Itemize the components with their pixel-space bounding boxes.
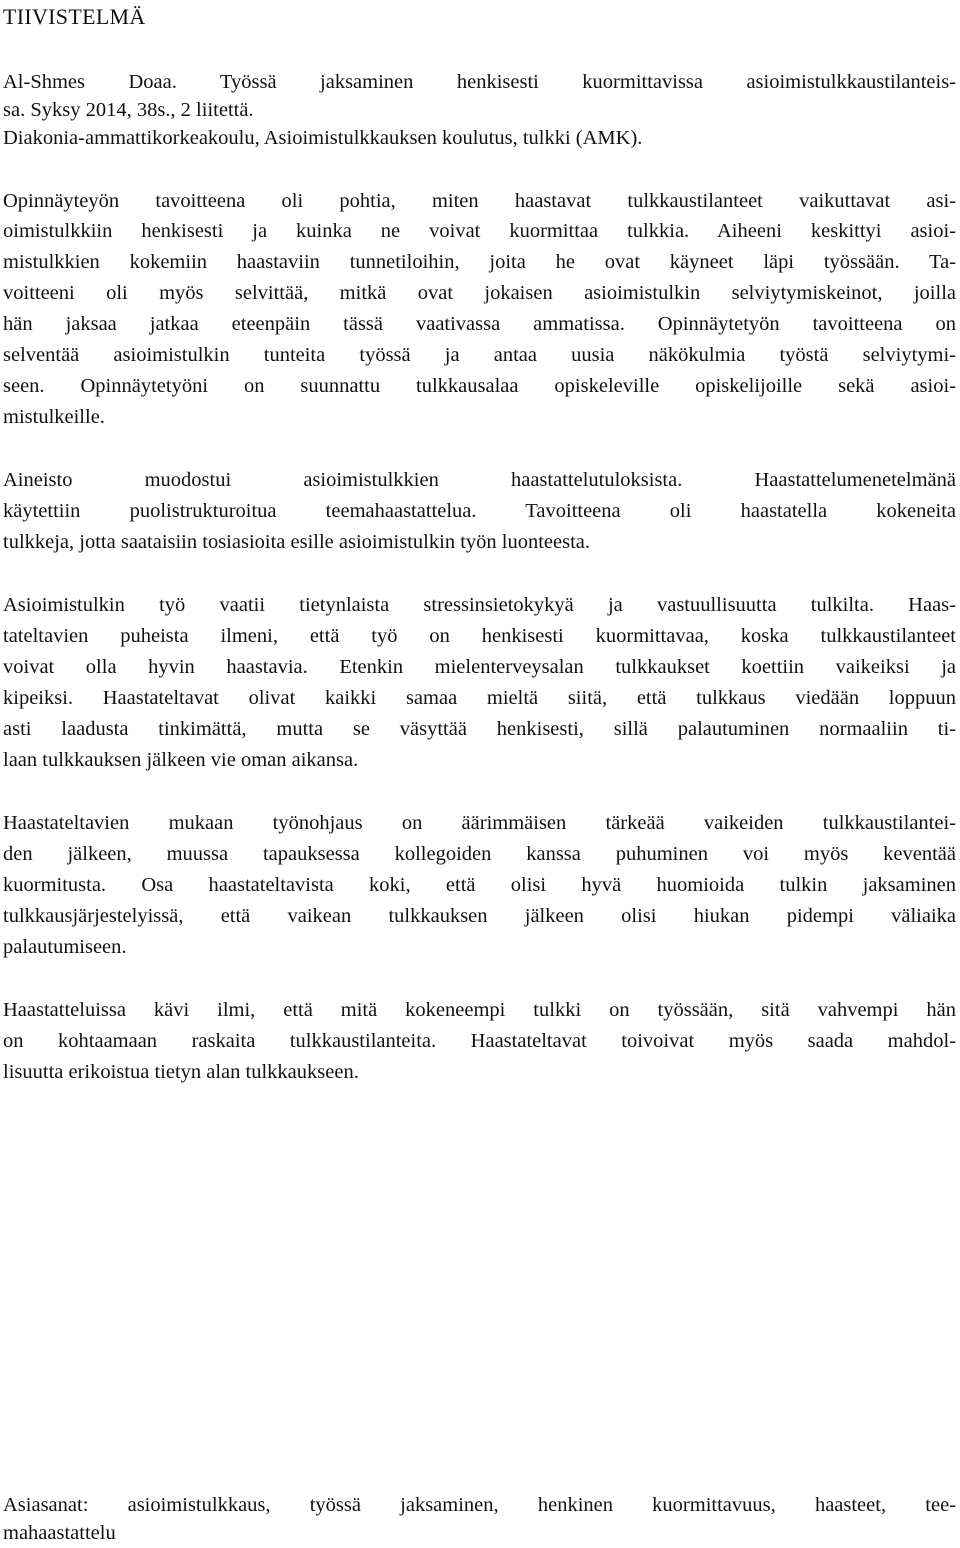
paragraph-line: Aineisto muodostui asioimistulkkien haastattelutuloksista. Haastattelumenetelmänä bbox=[3, 469, 956, 491]
paragraph-line: den jälkeen, muussa tapauksessa kollegoiden kanssa puhuminen voi myös keventää bbox=[3, 843, 956, 865]
paragraph-line: kuormitusta. Osa haastateltavista koki, että olisi hyvä huomioida tulkin jaksaminen bbox=[3, 874, 956, 896]
paragraph-line: tulkkeja, jotta saataisiin tosiasioita esille asioimistulkin työn luonteesta. bbox=[3, 531, 591, 553]
paragraph-line: tateltavien puheista ilmeni, että työ on henkisesti kuormittavaa, koska tulkkaustilanteet bbox=[3, 625, 956, 647]
paragraph-line: selventää asioimistulkin tunteita työssä ja antaa uusia näkökulmia työstä selviytymi- bbox=[3, 344, 956, 366]
paragraph-line: Opinnäyteyön tavoitteena oli pohtia, miten haastavat tulkkaustilanteet vaikuttavat asi- bbox=[3, 190, 956, 212]
meta-line: Al-Shmes Doaa. Työssä jaksaminen henkisesti kuormittavissa asioimistulkkaustilanteis- bbox=[3, 71, 956, 93]
keywords-line: mahaastattelu bbox=[3, 1522, 116, 1544]
paragraph-line: hän jaksaa jatkaa eteenpäin tässä vaativassa ammatissa. Opinnäytetyön tavoitteena on bbox=[3, 313, 956, 335]
paragraph-line: seen. Opinnäytetyöni on suunnattu tulkkausalaa opiskeleville opiskelijoille sekä asioi- bbox=[3, 375, 956, 397]
paragraph-line: on kohtaamaan raskaita tulkkaustilanteita. Haastateltavat toivoivat myös saada mahdol- bbox=[3, 1030, 956, 1052]
paragraph-line: Haastateltavien mukaan työnohjaus on äärimmäisen tärkeää vaikeiden tulkkaustilantei- bbox=[3, 812, 956, 834]
paragraph-line: laan tulkkauksen jälkeen vie oman aikansa. bbox=[3, 749, 359, 771]
keywords-line: Asiasanat: asioimistulkkaus, työssä jaksaminen, henkinen kuormittavuus, haasteet, tee- bbox=[3, 1494, 956, 1516]
meta-line: Diakonia-ammattikorkeakoulu, Asioimistulkkauksen koulutus, tulkki (AMK). bbox=[3, 127, 643, 149]
paragraph-line: oimistulkkiin henkisesti ja kuinka ne voivat kuormittaa tulkkia. Aiheeni keskittyi asioi- bbox=[3, 220, 956, 242]
paragraph-line: lisuutta erikoistua tietyn alan tulkkaukseen. bbox=[3, 1061, 359, 1083]
paragraph-line: mistulkkien kokemiin haastaviin tunnetiloihin, joita he ovat käyneet läpi työssään. Ta- bbox=[3, 251, 956, 273]
paragraph-line: mistulkeille. bbox=[3, 406, 105, 428]
abstract-heading: TIIVISTELMÄ bbox=[3, 4, 146, 29]
paragraph-line: voitteeni oli myös selvittää, mitkä ovat jokaisen asioimistulkin selviytymiskeinot, joilla bbox=[3, 282, 956, 304]
paragraph-line: tulkkausjärjestelyissä, että vaikean tulkkauksen jälkeen olisi hiukan pidempi väliaika bbox=[3, 905, 956, 927]
meta-line: sa. Syksy 2014, 38s., 2 liitettä. bbox=[3, 99, 254, 121]
paragraph-line: voivat olla hyvin haastavia. Etenkin mielenterveysalan tulkkaukset koettiin vaikeiksi ja bbox=[3, 656, 956, 678]
paragraph-line: asti laadusta tinkimättä, mutta se väsyttää henkisesti, sillä palautuminen normaaliin ti- bbox=[3, 718, 956, 740]
paragraph-line: käytettiin puolistrukturoitua teemahaastattelua. Tavoitteena oli haastatella kokeneita bbox=[3, 500, 956, 522]
paragraph-line: kipeiksi. Haastateltavat olivat kaikki samaa mieltä siitä, että tulkkaus viedään loppuun bbox=[3, 687, 956, 709]
paragraph-line: Haastatteluissa kävi ilmi, että mitä kokeneempi tulkki on työssään, sitä vahvempi hän bbox=[3, 999, 956, 1021]
paragraph-line: palautumiseen. bbox=[3, 936, 127, 958]
paragraph-line: Asioimistulkin työ vaatii tietynlaista stressinsietokykyä ja vastuullisuutta tulkilta. Haas- bbox=[3, 594, 956, 616]
